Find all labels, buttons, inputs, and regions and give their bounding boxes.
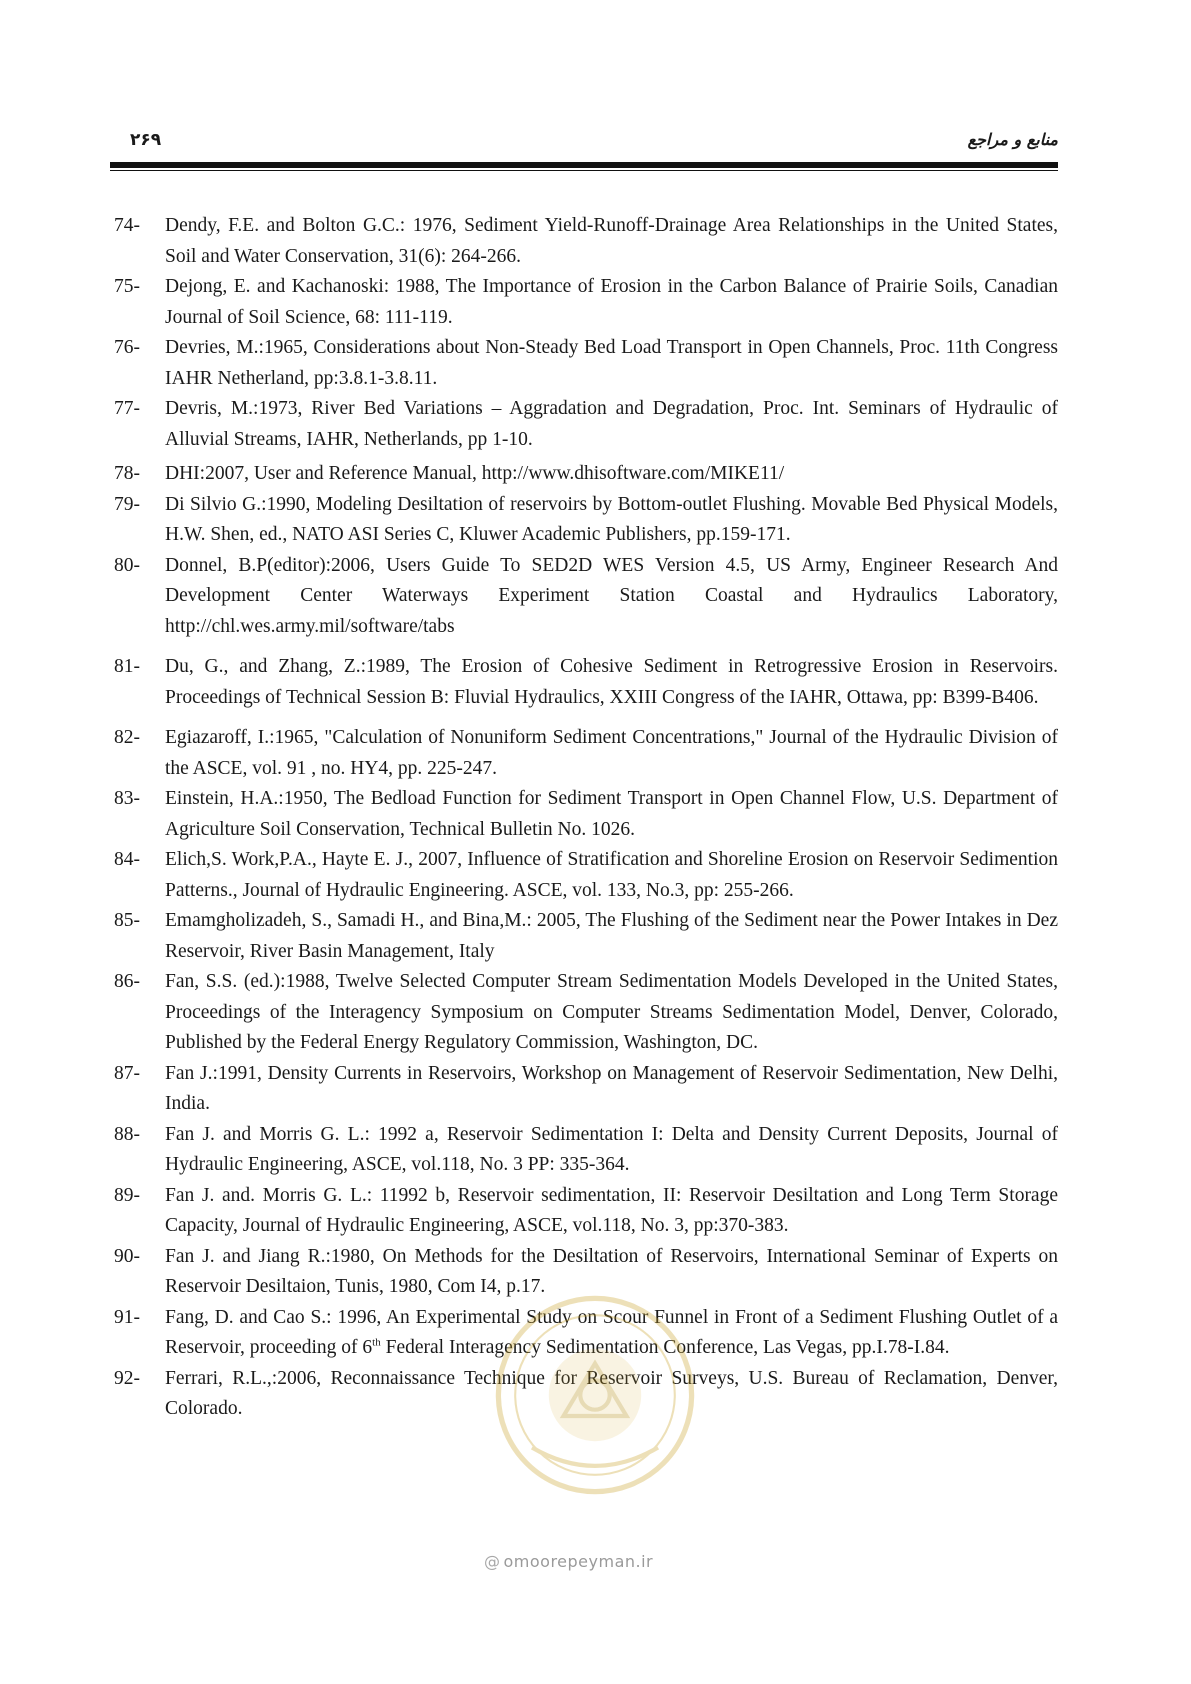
reference-text-part: Fang, D. and Cao S.: 1996, An Experimental Study on Scour Funnel in Front of a Sediment Flushing Outlet of a Reservoir, proceeding of 6 — [165, 1306, 1058, 1358]
reference-item — [114, 723, 1058, 784]
reference-item — [114, 394, 1058, 455]
reference-item — [114, 272, 1058, 333]
reference-item — [114, 1120, 1058, 1181]
reference-item — [114, 652, 1058, 713]
reference-item — [114, 1303, 1058, 1364]
reference-item — [114, 967, 1058, 1059]
reference-number: 77- — [114, 398, 140, 419]
reference-text: Fan J.:1991, Density Currents in Reservoirs, Workshop on Management of Reservoir Sedimentation, New Delhi, India. — [165, 1062, 1058, 1114]
reference-item — [114, 1364, 1058, 1425]
reference-item — [114, 784, 1058, 845]
running-title: منابع و مراجع — [967, 130, 1058, 149]
reference-item — [114, 906, 1058, 967]
reference-number: 92- — [114, 1367, 140, 1389]
reference-item — [114, 211, 1058, 272]
reference-number: 90- — [114, 1245, 140, 1267]
reference-item — [114, 1059, 1058, 1120]
watermark-text — [484, 1552, 653, 1571]
reference-text: Fan J. and Morris G. L.: 1992 a, Reservoir Sedimentation I: Delta and Density Current Deposits, Journal of Hydraulic Engineering, ASCE, vol.118, No. 3 PP: 335-364. — [165, 1123, 1058, 1175]
reference-list — [114, 211, 1058, 1425]
reference-text: Dendy, F.E. and Bolton G.C.: 1976, Sediment Yield-Runoff-Drainage Area Relationships in the United States, Soil and Water Conservation, 31(6): 264-266. — [165, 215, 1058, 267]
reference-number: 75- — [114, 276, 140, 297]
header-rule-thick — [110, 162, 1058, 168]
superscript-ordinal: th — [372, 1336, 381, 1349]
header-rule-thin — [110, 170, 1058, 171]
reference-item — [114, 333, 1058, 394]
reference-text: Fan, S.S. (ed.):1988, Twelve Selected Computer Stream Sedimentation Models Developed in the United States, Proceedings of the Interagency Symposium on Computer Streams Sedimentation Model, Denver, Colorado, Published by the Federal Energy Regulatory Commission, Washington, DC. — [165, 971, 1058, 1053]
reference-text: Elich,S. Work,P.A., Hayte E. J., 2007, Influence of Stratification and Shoreline Erosion on Reservoir Sedimention Patterns., Journal of Hydraulic Engineering. ASCE, vol. 133, No.3, pp: 255-266. — [165, 849, 1058, 901]
reference-number: 88- — [114, 1123, 140, 1145]
reference-number: 87- — [114, 1062, 140, 1084]
reference-text: Devries, M.:1965, Considerations about Non-Steady Bed Load Transport in Open Channels, Proc. 11th Congress IAHR Netherland, pp:3.8.1-3.8.11. — [165, 337, 1058, 389]
reference-number: 91- — [114, 1306, 140, 1328]
reference-text: Fan J. and Jiang R.:1980, On Methods for the Desiltation of Reservoirs, International Seminar of Experts on Reservoir Desiltaion, Tunis, 1980, Com I4, p.17. — [165, 1245, 1058, 1297]
reference-number: 82- — [114, 727, 140, 748]
reference-text: Donnel, B.P(editor):2006, Users Guide To SED2D WES Version 4.5, US Army, Engineer Research And Development Center Waterways Experiment Station Coastal and Hydraulics Laboratory, http://chl.wes.army.mil/software/tabs — [165, 554, 1058, 637]
reference-item — [114, 1181, 1058, 1242]
reference-number: 78- — [114, 463, 140, 484]
reference-text: Di Silvio G.:1990, Modeling Desiltation of reservoirs by Bottom-outlet Flushing. Movable Bed Physical Models, H.W. Shen, ed., NATO ASI Series C, Kluwer Academic Publishers, pp.159-171. — [165, 493, 1058, 545]
reference-number: 84- — [114, 849, 140, 870]
reference-text: Devris, M.:1973, River Bed Variations – Aggradation and Degradation, Proc. Int. Seminars of Hydraulic of Alluvial Streams, IAHR, Netherlands, pp 1-10. — [165, 398, 1058, 450]
reference-text: DHI:2007, User and Reference Manual, http://www.dhisoftware.com/MIKE11/ — [165, 463, 785, 484]
reference-number: 79- — [114, 493, 140, 515]
reference-number: 83- — [114, 788, 140, 809]
reference-item — [114, 845, 1058, 906]
reference-number: 89- — [114, 1184, 140, 1206]
page-header — [110, 126, 1058, 162]
reference-number: 80- — [114, 554, 140, 576]
reference-text: Ferrari, R.L.,:2006, Reconnaissance Technique for Reservoir Surveys, U.S. Bureau of Reclamation, Denver, Colorado. — [165, 1367, 1058, 1419]
reference-text: Du, G., and Zhang, Z.:1989, The Erosion of Cohesive Sediment in Retrogressive Erosion in Reservoirs. Proceedings of Technical Session B: Fluvial Hydraulics, XXIII Congress of the IAHR, Ottawa, pp: B399-B406. — [165, 656, 1058, 708]
reference-text: Dejong, E. and Kachanoski: 1988, The Importance of Erosion in the Carbon Balance of Prairie Soils, Canadian Journal of Soil Science, 68: 111-119. — [165, 276, 1058, 328]
reference-number: 81- — [114, 656, 140, 677]
reference-number: 86- — [114, 971, 140, 992]
reference-number: 85- — [114, 910, 140, 931]
reference-item — [114, 459, 1058, 490]
reference-text: Emamgholizadeh, S., Samadi H., and Bina,M.: 2005, The Flushing of the Sediment near the Power Intakes in Dez Reservoir, River Basin Management, Italy — [165, 910, 1058, 962]
reference-number: 74- — [114, 215, 140, 236]
reference-item — [114, 551, 1058, 643]
reference-text: Egiazaroff, I.:1965, "Calculation of Nonuniform Sediment Concentrations," Journal of the Hydraulic Division of the ASCE, vol. 91 , no. HY4, pp. 225-247. — [165, 727, 1058, 779]
at-sign-icon: @ — [484, 1552, 501, 1571]
reference-item — [114, 1242, 1058, 1303]
page-number: ۲۶۹ — [130, 130, 162, 150]
reference-text-part: Federal Interagency Sedimentation Conference, Las Vegas, pp.I.78-I.84. — [380, 1337, 950, 1358]
reference-text: Einstein, H.A.:1950, The Bedload Function for Sediment Transport in Open Channel Flow, U.S. Department of Agriculture Soil Conservation, Technical Bulletin No. 1026. — [165, 788, 1058, 840]
reference-text: Fan J. and. Morris G. L.: 11992 b, Reservoir sedimentation, II: Reservoir Desiltation and Long Term Storage Capacity, Journal of Hydraulic Engineering, ASCE, vol.118, No. 3, pp:370-383. — [165, 1184, 1058, 1236]
reference-item — [114, 490, 1058, 551]
watermark-url: omoorepeyman.ir — [503, 1552, 654, 1571]
reference-text — [165, 1307, 1058, 1359]
reference-number: 76- — [114, 337, 140, 358]
